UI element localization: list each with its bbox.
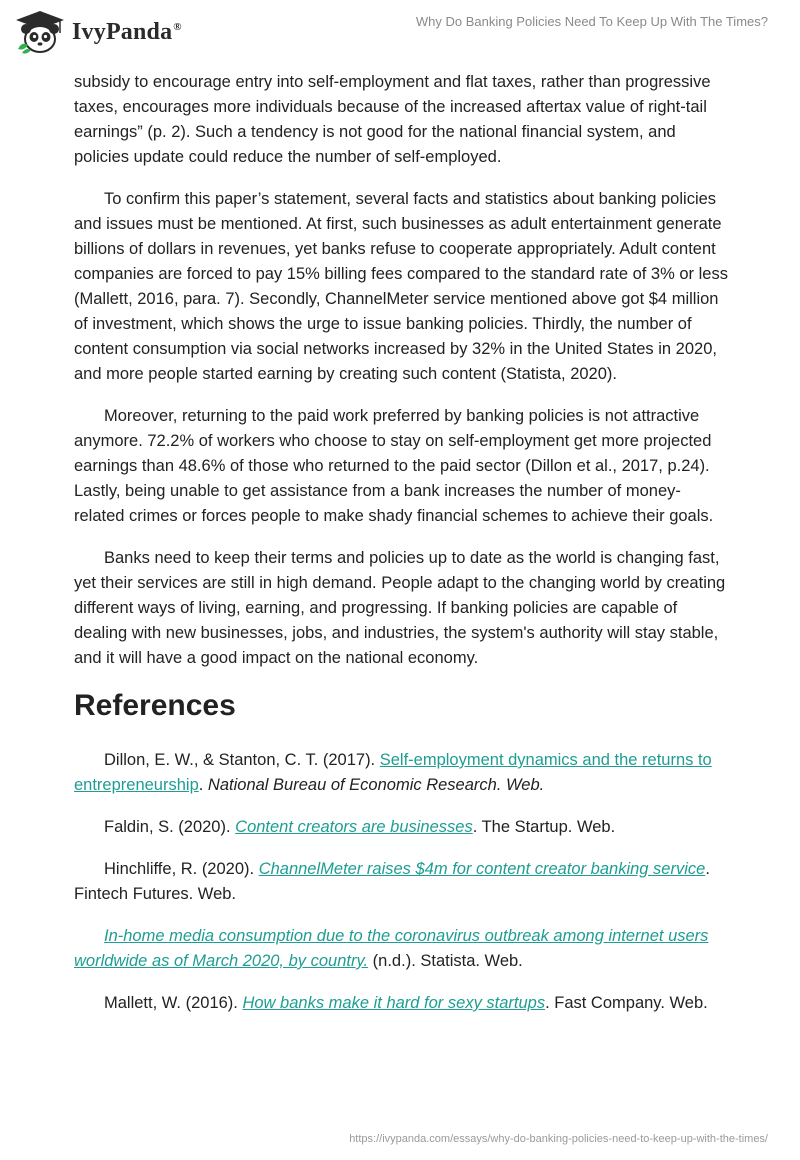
reference-authors: Hinchliffe, R. (2020). <box>104 860 259 878</box>
paragraph-continued: subsidy to encourage entry into self-employment and flat taxes, rather than progressive taxes, encourages more individuals because of the increased aftertax value of right-tail earnings” (p. 2). Such a tendency is not good for the national financial system, and policies update could reduce the number of self-employed. <box>74 73 711 166</box>
reference-link[interactable]: Content creators are businesses <box>235 818 473 836</box>
reference-link[interactable]: Self-employment dynamics and the returns to entrepreneurship <box>74 751 712 794</box>
reference-authors: Mallett, W. (2016). <box>104 994 243 1012</box>
document-title: Why Do Banking Policies Need To Keep Up With The Times? <box>415 14 768 29</box>
reference-suffix: . Fast Company. Web. <box>545 994 708 1012</box>
reference-suffix: . Fintech Futures. Web. <box>74 860 710 903</box>
reference-suffix: (n.d.). Statista. Web. <box>368 952 523 970</box>
references-heading: References <box>74 689 236 722</box>
reference-item <box>74 924 728 974</box>
reference-item <box>74 748 728 798</box>
reference-link[interactable]: ChannelMeter raises $4m for content creator banking service <box>258 860 706 878</box>
paragraph-facts: To confirm this paper’s statement, several facts and statistics about banking policies and issues must be mentioned. At first, such businesses as adult entertainment generate billions of dollars in revenues, yet banks refuse to cooperate appropriately. Adult content companies are forced to pay 15% billing fees compared to the standard rate of 3% or less (Mallett, 2016, para. 7). Secondly, ChannelMeter service mentioned above got $4 million of investment, which shows the urge to issue banking policies. Thirdly, the number of content consumption via social networks increased by 32% in the United States in 2020, and more people started earning by creating such content (Statista, 2020). <box>74 190 728 383</box>
reference-link[interactable]: In-home media consumption due to the coronavirus outbreak among internet users worldwide as of March 2020, by country. <box>74 927 709 970</box>
reference-authors: Dillon, E. W., & Stanton, C. T. (2017). <box>104 751 380 769</box>
essay-body <box>74 70 728 1033</box>
reference-suffix: . The Startup. Web. <box>472 818 616 836</box>
reference-suffix: . <box>198 776 208 794</box>
reference-source: National Bureau of Economic Research. Web. <box>207 776 545 794</box>
reference-item <box>74 857 728 907</box>
reference-item <box>74 991 728 1016</box>
registered-mark: ® <box>173 20 182 33</box>
reference-item <box>74 815 728 840</box>
panda-graduate-icon <box>14 9 66 55</box>
paragraph-paid-work: Moreover, returning to the paid work preferred by banking policies is not attractive anymore. 72.2% of workers who choose to stay on self-employment get more projected earnings than 48.6% of those who returned to the paid sector (Dillon et al., 2017, p.24). Lastly, being unable to get assistance from a bank increases the number of money-related crimes or forces people to make shady financial schemes to achieve their goals. <box>74 407 714 525</box>
reference-link[interactable]: How banks make it hard for sexy startups <box>242 994 546 1012</box>
paragraph-conclusion: Banks need to keep their terms and policies up to date as the world is changing fast, yet their services are still in high demand. People adapt to the changing world by creating different ways of living, earning, and progressing. If banking policies are capable of dealing with new businesses, jobs, and industries, the system's authority will stay stable, and it will have a good impact on the national economy. <box>74 549 726 667</box>
ivypanda-logo[interactable] <box>14 8 182 56</box>
page-header <box>0 0 800 62</box>
logo-text: IvyPanda® <box>72 18 182 45</box>
reference-authors: Faldin, S. (2020). <box>104 818 236 836</box>
footer-url[interactable]: https://ivypanda.com/essays/why-do-banking-policies-need-to-keep-up-with-the-times/ <box>349 1133 768 1145</box>
